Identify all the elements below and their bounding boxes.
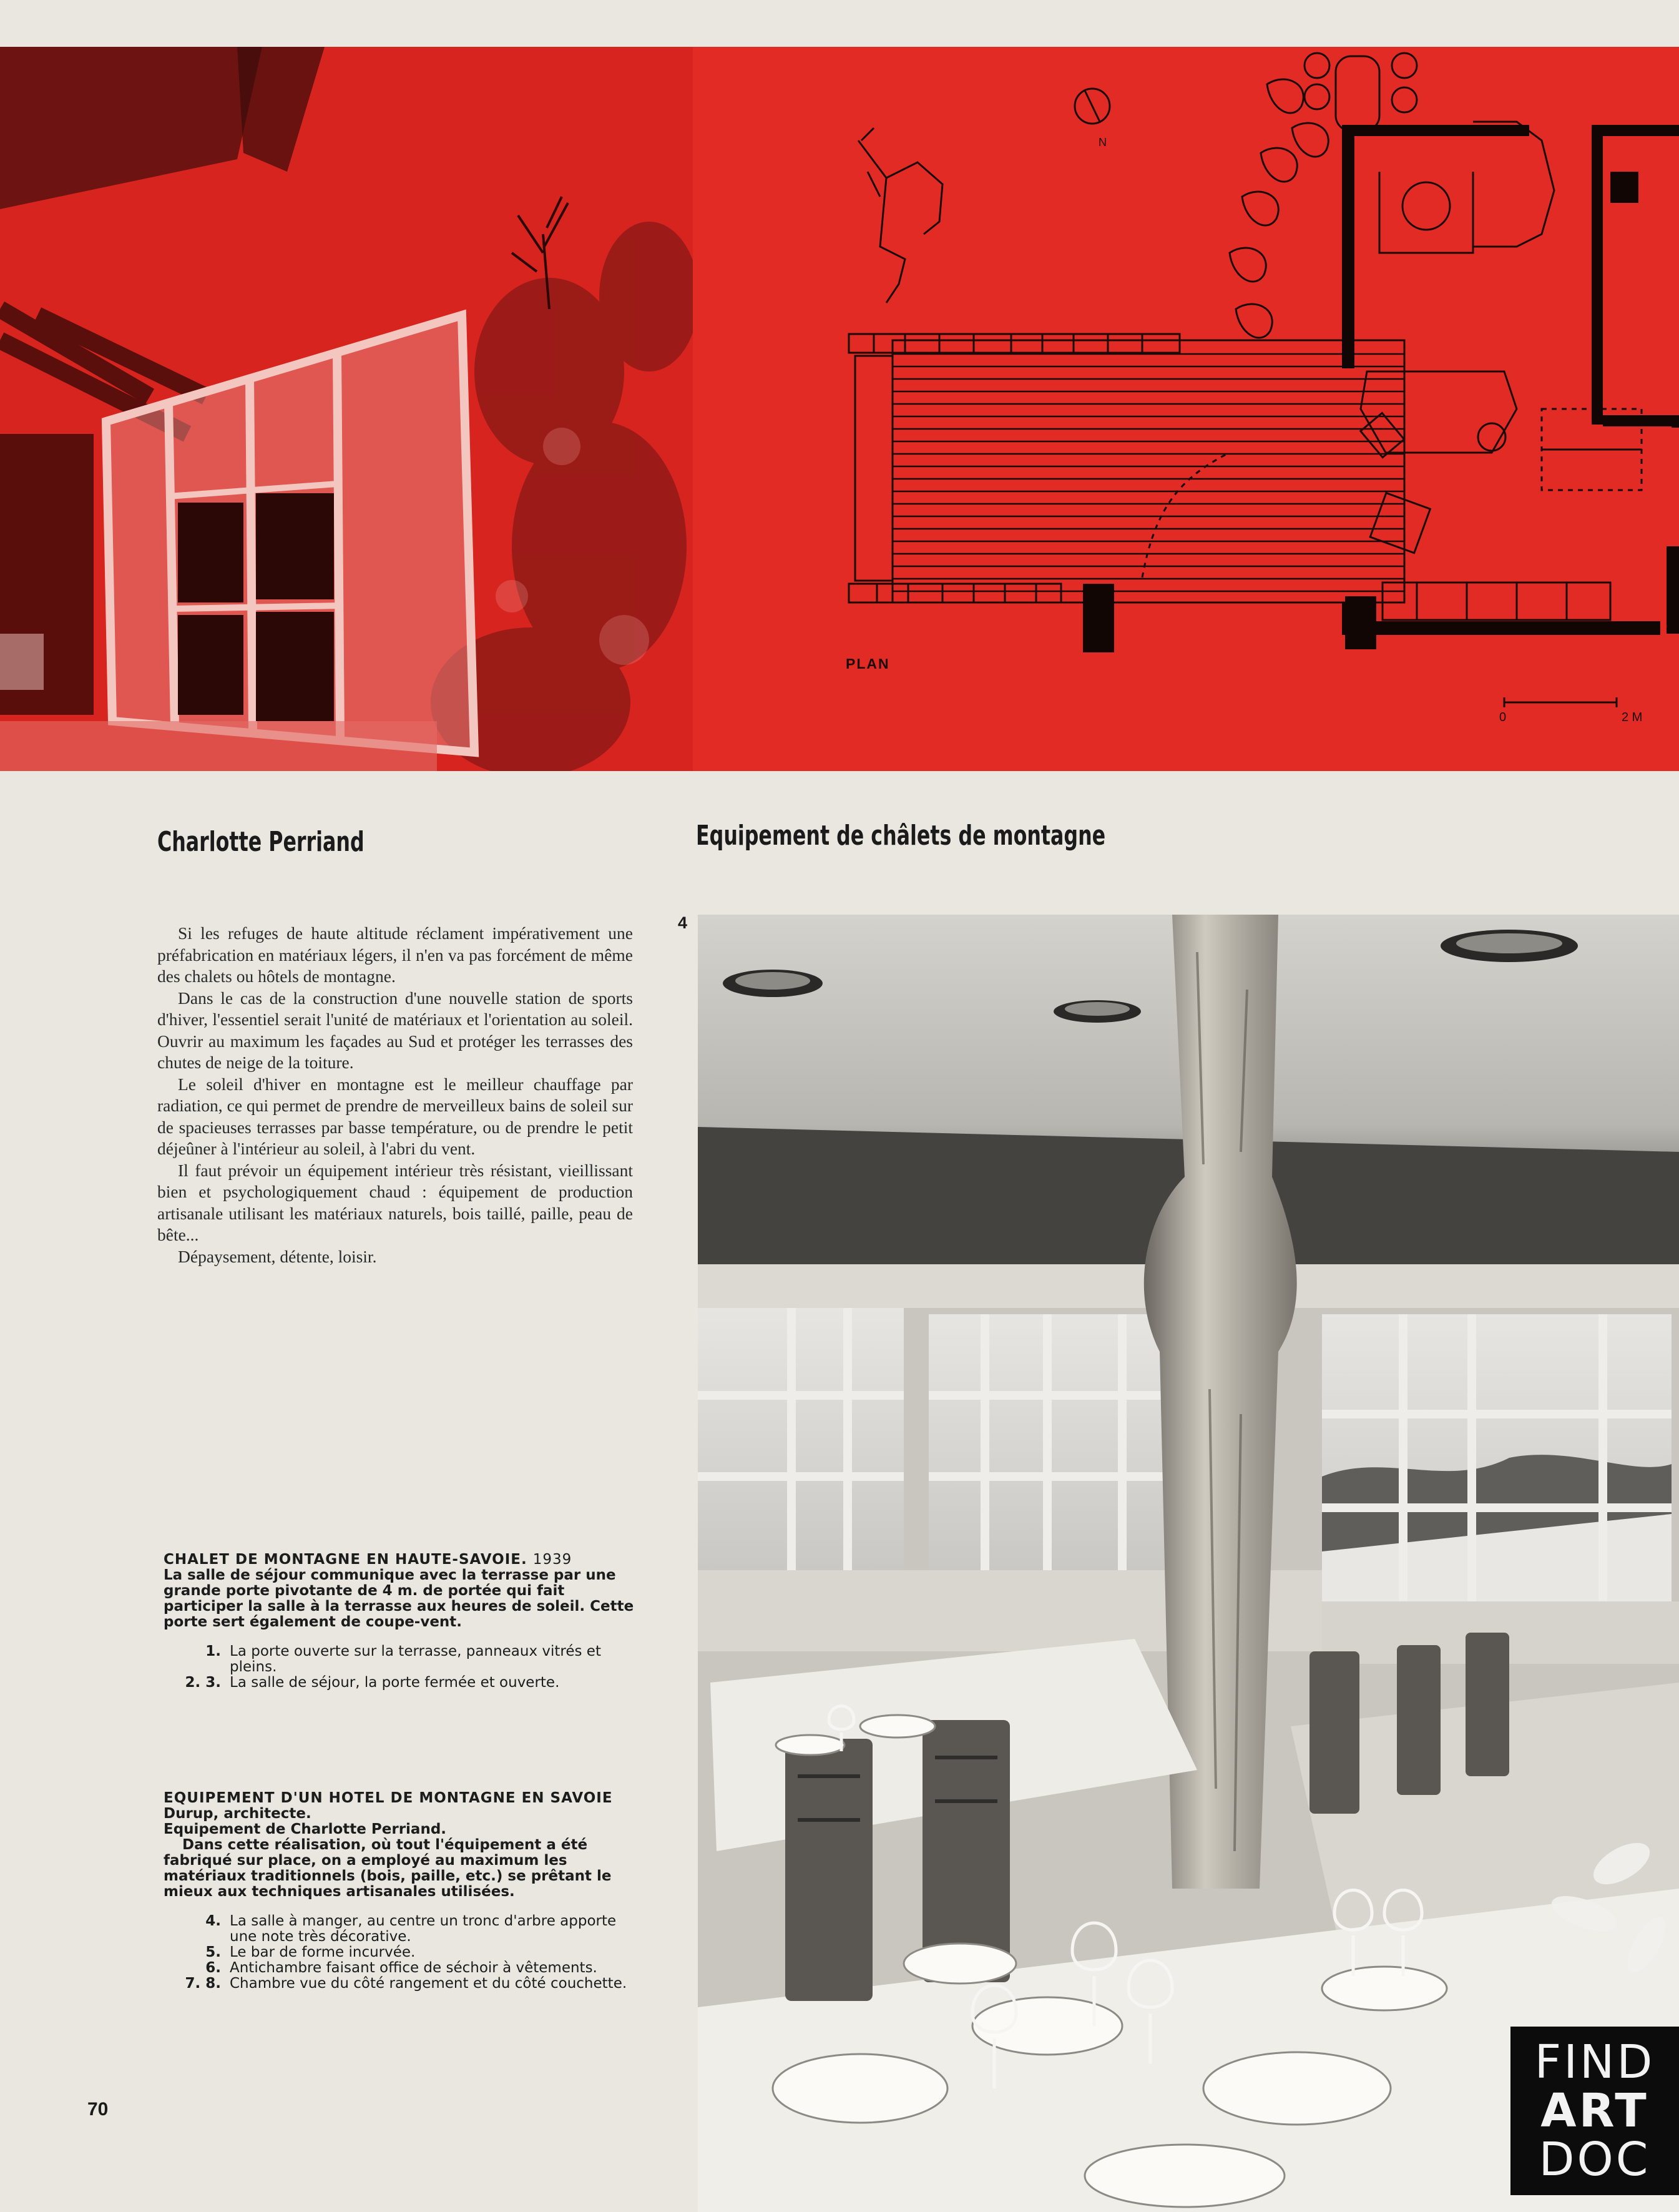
item-number: 1. <box>205 1643 221 1659</box>
caption-equipment: Equipement de Charlotte Perriand. <box>164 1821 447 1837</box>
photo-dining-room <box>698 915 1679 2212</box>
intro-paragraph: Si les refuges de haute altitude réclament impérativement une préfabrication en matériaux légers, il n'en va pas forcément de même des chalets ou hôtels de montagne. <box>157 923 633 986</box>
caption-list <box>164 1644 641 1691</box>
article-title: Equipement de châlets de montagne <box>696 820 1106 852</box>
caption-chalet <box>164 1552 641 1691</box>
item-text: La porte ouverte sur la terrasse, panneaux vitrés et pleins. <box>230 1643 601 1675</box>
item-number: 7. 8. <box>185 1975 221 1992</box>
caption-title-text: CHALET DE MONTAGNE EN HAUTE-SAVOIE. <box>164 1551 527 1568</box>
author-heading: Charlotte Perriand <box>157 826 365 858</box>
watermark-logo <box>1510 2027 1679 2195</box>
item-text: Le bar de forme incurvée. <box>230 1944 416 1960</box>
item-number: 2. 3. <box>185 1674 221 1691</box>
caption-title: EQUIPEMENT D'UN HOTEL DE MONTAGNE EN SAVOIE <box>164 1790 613 1806</box>
list-item <box>164 1675 641 1691</box>
list-item <box>164 1914 641 1945</box>
photo-number: 4 <box>678 913 688 932</box>
scale-end-label: 2 M <box>1622 710 1643 724</box>
intro-paragraph: Dépaysement, détente, loisir. <box>178 1246 377 1266</box>
list-item <box>164 1976 641 1992</box>
floor-plan-drawing <box>693 47 1679 771</box>
item-number: 6. <box>205 1960 221 1976</box>
item-number: 5. <box>205 1944 221 1960</box>
item-text: Antichambre faisant office de séchoir à vêtements. <box>230 1960 597 1976</box>
caption-architect: Durup, architecte. <box>164 1806 311 1822</box>
item-text: Chambre vue du côté rangement et du côté couchette. <box>230 1975 627 1992</box>
intro-paragraph: Dans le cas de la construction d'une nouvelle station de sports d'hiver, l'essentiel serait l'unité de matériaux et l'orientation au soleil. Ouvrir au maximum les façades au Sud et protéger les terrasses des chutes de neige de la toiture. <box>157 988 633 1072</box>
list-item <box>164 1644 641 1675</box>
caption-text: Dans cette réalisation, où tout l'équipement a été fabriqué sur place, on a employé au maximum les matériaux traditionnels (bois, paille, etc.) se prêtant le mieux aux techniques artisanales utilisées. <box>164 1837 612 1900</box>
list-item <box>164 1960 641 1976</box>
north-label: N <box>1099 136 1107 149</box>
plan-label: PLAN <box>846 656 890 672</box>
intro-paragraph: Le soleil d'hiver en montagne est le meilleur chauffage par radiation, ce qui permet de prendre de merveilleux bains de soleil sur de spacieuses terrasses par basse température, ou de prendre le petit déjeûner à l'intérieur au soleil, à l'abri du vent. <box>157 1074 633 1158</box>
caption-list <box>164 1914 641 1992</box>
intro-text <box>157 923 633 1267</box>
caption-hotel <box>164 1791 641 1992</box>
watermark-line: DOC <box>1539 2133 1651 2186</box>
terrace-door-illustration <box>0 47 693 771</box>
watermark-line: FIND <box>1534 2035 1655 2089</box>
item-number: 4. <box>205 1913 221 1929</box>
list-item <box>164 1945 641 1960</box>
page-number: 70 <box>87 2099 109 2120</box>
dining-room-illustration <box>698 915 1679 2212</box>
caption-title <box>164 1552 641 1568</box>
photo-terrace-door <box>0 47 693 771</box>
item-text: La salle de séjour, la porte fermée et ouverte. <box>230 1674 560 1691</box>
caption-year: 1939 <box>532 1551 572 1568</box>
floor-plan <box>693 47 1679 771</box>
caption-text: La salle de séjour communique avec la terrasse par une grande porte pivotante de 4 m. de portée qui fait participer la salle à la terrasse aux heures de soleil. Cette porte sert également de coupe-vent. <box>164 1567 634 1630</box>
scale-start-label: 0 <box>1499 710 1507 724</box>
watermark-line: ART <box>1540 2084 1649 2138</box>
item-text: La salle à manger, au centre un tronc d'arbre apporte une note très décorative. <box>230 1913 617 1945</box>
intro-paragraph: Il faut prévoir un équipement intérieur très résistant, vieillissant bien et psychologiquement chaud : équipement de production artisanale utilisant les matériaux naturels, bois taillé, paille, peau de bête... <box>157 1160 633 1244</box>
